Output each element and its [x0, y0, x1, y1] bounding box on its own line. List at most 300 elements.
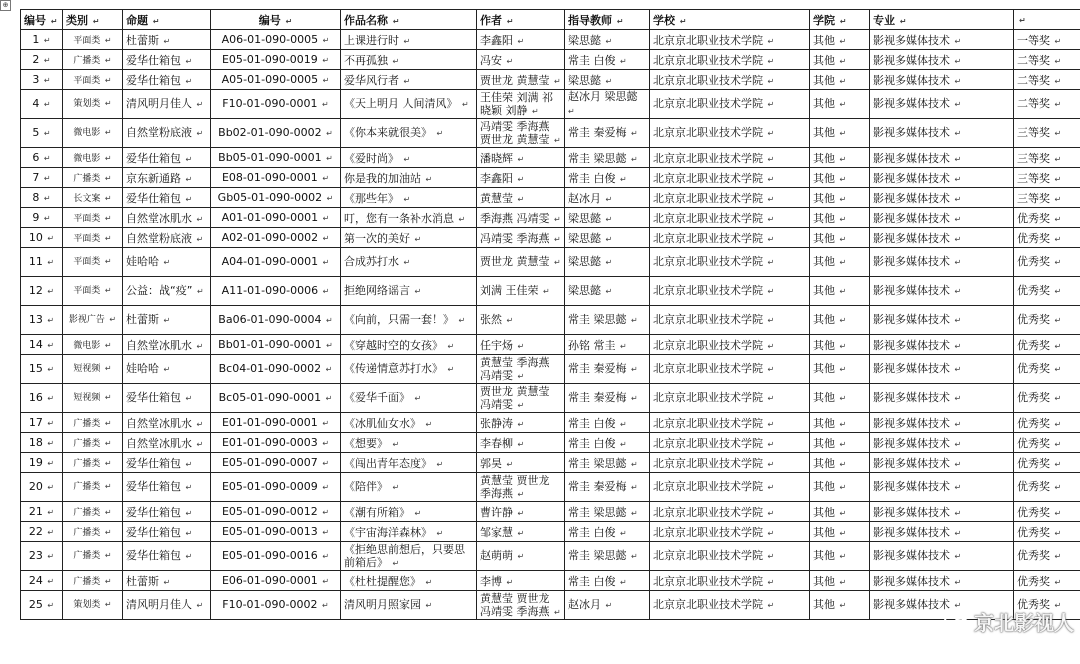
cell-school: 北京京北职业技术学院 ↵ [650, 306, 810, 335]
cell-teacher: 梁思懿 ↵ [565, 228, 650, 248]
cell-code: E01-01-090-0001 ↵ [211, 413, 341, 433]
cell-no: 3 ↵ [21, 70, 63, 90]
table-row [21, 335, 1080, 355]
cell-title: 《传递情意苏打水》 ↵ [341, 355, 477, 384]
cell-major: 影视多媒体技术 ↵ [870, 277, 1014, 306]
cell-college: 其他 ↵ [810, 119, 870, 148]
cell-author: 李春柳 ↵ [477, 433, 565, 453]
cell-topic: 自然堂粉底液 ↵ [123, 228, 211, 248]
cell-author: 李博 ↵ [477, 571, 565, 591]
cell-title: 《天上明月 人间清风》 ↵ [341, 90, 477, 119]
cell-college: 其他 ↵ [810, 473, 870, 502]
cell-college: 其他 ↵ [810, 277, 870, 306]
cell-author: 曹许静 ↵ [477, 502, 565, 522]
cell-author: 刘满 王佳荣 ↵ [477, 277, 565, 306]
cell-code: E05-01-090-0007 ↵ [211, 453, 341, 473]
cell-code: A02-01-090-0002 ↵ [211, 228, 341, 248]
cell-teacher: 常圭 梁思懿 ↵ [565, 148, 650, 168]
table-row [21, 355, 1080, 384]
cell-school: 北京京北职业技术学院 ↵ [650, 277, 810, 306]
cell-title: 《你本来就很美》 ↵ [341, 119, 477, 148]
cell-major: 影视多媒体技术 ↵ [870, 473, 1014, 502]
cell-no: 5 ↵ [21, 119, 63, 148]
cell-code: E05-01-090-0009 ↵ [211, 473, 341, 502]
cell-no: 9 ↵ [21, 208, 63, 228]
cell-college: 其他 ↵ [810, 90, 870, 119]
header-category: 类别 ↵ [63, 10, 123, 30]
cell-teacher: 常圭 梁思懿 ↵ [565, 453, 650, 473]
header-award [1014, 10, 1080, 30]
cell-category: 长文案 ↵ [63, 188, 123, 208]
cell-teacher: 常圭 白俊 ↵ [565, 50, 650, 70]
cell-college: 其他 ↵ [810, 355, 870, 384]
table-body [21, 30, 1080, 620]
cell-topic: 爱华仕箱包 ↵ [123, 502, 211, 522]
cell-category: 平面类 ↵ [63, 228, 123, 248]
cell-award: 二等奖 ↵ [1014, 50, 1080, 70]
cell-category: 策划类 ↵ [63, 591, 123, 620]
cell-college: 其他 ↵ [810, 228, 870, 248]
cell-title: 不再孤独 ↵ [341, 50, 477, 70]
cell-college: 其他 ↵ [810, 542, 870, 571]
table-row [21, 591, 1080, 620]
cell-no: 25 ↵ [21, 591, 63, 620]
cell-teacher: 赵冰月 梁思懿 ↵ [565, 90, 650, 119]
cell-award: 二等奖 ↵ [1014, 70, 1080, 90]
cell-code: E06-01-090-0001 ↵ [211, 571, 341, 591]
table-row [21, 228, 1080, 248]
cell-title: 《闯出青年态度》 ↵ [341, 453, 477, 473]
cell-teacher: 梁思懿 ↵ [565, 30, 650, 50]
cell-major: 影视多媒体技术 ↵ [870, 148, 1014, 168]
cell-code: A04-01-090-0001 ↵ [211, 248, 341, 277]
cell-category: 广播类 ↵ [63, 50, 123, 70]
cell-topic: 爱华仕箱包 ↵ [123, 50, 211, 70]
cell-major: 影视多媒体技术 ↵ [870, 522, 1014, 542]
table-row [21, 208, 1080, 228]
cell-school: 北京京北职业技术学院 ↵ [650, 473, 810, 502]
cell-no: 1 ↵ [21, 30, 63, 50]
cell-award: 优秀奖 ↵ [1014, 502, 1080, 522]
cell-no: 23 ↵ [21, 542, 63, 571]
cell-topic: 杜蕾斯 ↵ [123, 571, 211, 591]
cell-college: 其他 ↵ [810, 208, 870, 228]
cell-college: 其他 ↵ [810, 188, 870, 208]
cell-award: 三等奖 ↵ [1014, 168, 1080, 188]
cell-topic: 杜蕾斯 ↵ [123, 30, 211, 50]
cell-school: 北京京北职业技术学院 ↵ [650, 502, 810, 522]
cell-topic: 京东新通路 ↵ [123, 168, 211, 188]
cell-award: 优秀奖 ↵ [1014, 433, 1080, 453]
cell-major: 影视多媒体技术 ↵ [870, 119, 1014, 148]
cell-major: 影视多媒体技术 ↵ [870, 571, 1014, 591]
cell-teacher: 梁思懿 ↵ [565, 208, 650, 228]
cell-topic: 爱华仕箱包 ↵ [123, 542, 211, 571]
cell-code: E08-01-090-0001 ↵ [211, 168, 341, 188]
cell-code: Bb02-01-090-0002 ↵ [211, 119, 341, 148]
table-row [21, 306, 1080, 335]
table-row [21, 188, 1080, 208]
header-title: 作品名称 ↵ [341, 10, 477, 30]
cell-topic: 自然堂冰肌水 ↵ [123, 208, 211, 228]
cell-author: 张静涛 ↵ [477, 413, 565, 433]
cell-no: 10 ↵ [21, 228, 63, 248]
cell-major: 影视多媒体技术 ↵ [870, 50, 1014, 70]
cell-category: 短视频 ↵ [63, 355, 123, 384]
cell-author: 王佳荣 刘满 祁晓颖 刘静 ↵ [477, 90, 565, 119]
cell-topic: 爱华仕箱包 ↵ [123, 522, 211, 542]
cell-award: 优秀奖 ↵ [1014, 384, 1080, 413]
watermark-text: 京北影视人 [974, 611, 1074, 635]
cell-college: 其他 ↵ [810, 306, 870, 335]
cell-category: 平面类 ↵ [63, 248, 123, 277]
cell-category: 广播类 ↵ [63, 453, 123, 473]
cell-category: 微电影 ↵ [63, 148, 123, 168]
header-no: 编号 ↵ [21, 10, 63, 30]
cell-award: 优秀奖 ↵ [1014, 306, 1080, 335]
cell-topic: 爱华仕箱包 ↵ [123, 453, 211, 473]
cell-teacher: 常圭 秦爱梅 ↵ [565, 119, 650, 148]
cell-major: 影视多媒体技术 ↵ [870, 384, 1014, 413]
cell-title: 《向前，只需一套！》 ↵ [341, 306, 477, 335]
cell-major: 影视多媒体技术 ↵ [870, 453, 1014, 473]
cell-author: 潘晓辉 ↵ [477, 148, 565, 168]
cell-award: 三等奖 ↵ [1014, 119, 1080, 148]
table-row [21, 50, 1080, 70]
cell-code: A05-01-090-0005 ↵ [211, 70, 341, 90]
cell-no: 2 ↵ [21, 50, 63, 70]
cell-no: 14 ↵ [21, 335, 63, 355]
cell-topic: 清风明月佳人 ↵ [123, 591, 211, 620]
cell-author: 贾世龙 黄慧莹 ↵ [477, 70, 565, 90]
cell-major: 影视多媒体技术 ↵ [870, 502, 1014, 522]
cell-college: 其他 ↵ [810, 248, 870, 277]
cell-author: 李鑫阳 ↵ [477, 168, 565, 188]
cell-teacher: 常圭 白俊 ↵ [565, 413, 650, 433]
wechat-icon [944, 613, 970, 631]
cell-author: 黄慧莹 季海燕 冯靖雯 ↵ [477, 355, 565, 384]
cell-category: 微电影 ↵ [63, 119, 123, 148]
cell-author: 赵萌萌 ↵ [477, 542, 565, 571]
cell-no: 22 ↵ [21, 522, 63, 542]
cell-author: 季海燕 冯靖雯 ↵ [477, 208, 565, 228]
cell-college: 其他 ↵ [810, 453, 870, 473]
cell-teacher: 梁思懿 ↵ [565, 70, 650, 90]
cell-award: 三等奖 ↵ [1014, 148, 1080, 168]
cell-college: 其他 ↵ [810, 335, 870, 355]
cell-author: 郭昊 ↵ [477, 453, 565, 473]
cell-college: 其他 ↵ [810, 30, 870, 50]
cell-author: 黄慧莹 贾世龙 季海燕 ↵ [477, 473, 565, 502]
cell-title: 叮，您有一条补水消息 ↵ [341, 208, 477, 228]
cell-author: 张然 ↵ [477, 306, 565, 335]
cell-code: E05-01-090-0013 ↵ [211, 522, 341, 542]
cell-award: 优秀奖 ↵ [1014, 542, 1080, 571]
cell-category: 策划类 ↵ [63, 90, 123, 119]
cell-award: 优秀奖 ↵ [1014, 522, 1080, 542]
cell-school: 北京京北职业技术学院 ↵ [650, 384, 810, 413]
cell-topic: 爱华仕箱包 ↵ [123, 384, 211, 413]
cell-topic: 爱华仕箱包 ↵ [123, 70, 211, 90]
cell-code: F10-01-090-0001 ↵ [211, 90, 341, 119]
cell-title: 《想要》 ↵ [341, 433, 477, 453]
cell-author: 黄慧莹 贾世龙 冯靖雯 季海燕 ↵ [477, 591, 565, 620]
cell-no: 4 ↵ [21, 90, 63, 119]
table-row [21, 502, 1080, 522]
cell-topic: 自然堂冰肌水 ↵ [123, 433, 211, 453]
cell-major: 影视多媒体技术 ↵ [870, 542, 1014, 571]
cell-topic: 自然堂冰肌水 ↵ [123, 413, 211, 433]
cell-school: 北京京北职业技术学院 ↵ [650, 591, 810, 620]
cell-teacher: 常圭 梁思懿 ↵ [565, 502, 650, 522]
cell-title: 《潮有所箱》 ↵ [341, 502, 477, 522]
cell-teacher: 常圭 白俊 ↵ [565, 433, 650, 453]
cell-topic: 爱华仕箱包 ↵ [123, 188, 211, 208]
cell-no: 8 ↵ [21, 188, 63, 208]
header-code: 编号 ↵ [211, 10, 341, 30]
cell-category: 平面类 ↵ [63, 277, 123, 306]
cell-college: 其他 ↵ [810, 413, 870, 433]
cell-category: 广播类 ↵ [63, 571, 123, 591]
cell-title: 《爱华千面》 ↵ [341, 384, 477, 413]
cell-no: 15 ↵ [21, 355, 63, 384]
cell-title: 《宇宙海洋森林》 ↵ [341, 522, 477, 542]
cell-code: Bb01-01-090-0001 ↵ [211, 335, 341, 355]
cell-topic: 清风明月佳人 ↵ [123, 90, 211, 119]
cell-school: 北京京北职业技术学院 ↵ [650, 228, 810, 248]
cell-no: 24 ↵ [21, 571, 63, 591]
cell-category: 影视广告 ↵ [63, 306, 123, 335]
cell-code: Bc04-01-090-0002 ↵ [211, 355, 341, 384]
cell-award: 优秀奖 ↵ [1014, 473, 1080, 502]
watermark [944, 607, 1074, 636]
cell-code: E05-01-090-0012 ↵ [211, 502, 341, 522]
cell-author: 冯安 ↵ [477, 50, 565, 70]
table-row [21, 168, 1080, 188]
cell-teacher: 孙铭 常圭 ↵ [565, 335, 650, 355]
cell-title: 合成苏打水 ↵ [341, 248, 477, 277]
cell-category: 广播类 ↵ [63, 433, 123, 453]
cell-school: 北京京北职业技术学院 ↵ [650, 188, 810, 208]
cell-title: 《穿越时空的女孩》 ↵ [341, 335, 477, 355]
cell-teacher: 常圭 秦爱梅 ↵ [565, 473, 650, 502]
cell-teacher: 赵冰月 ↵ [565, 591, 650, 620]
cell-author: 邹家慧 ↵ [477, 522, 565, 542]
cell-school: 北京京北职业技术学院 ↵ [650, 433, 810, 453]
cell-school: 北京京北职业技术学院 ↵ [650, 453, 810, 473]
cell-no: 7 ↵ [21, 168, 63, 188]
table-row [21, 248, 1080, 277]
cell-major: 影视多媒体技术 ↵ [870, 228, 1014, 248]
cell-award: 优秀奖 ↵ [1014, 413, 1080, 433]
cell-code: Bc05-01-090-0001 ↵ [211, 384, 341, 413]
cell-teacher: 常圭 白俊 ↵ [565, 168, 650, 188]
cell-school: 北京京北职业技术学院 ↵ [650, 335, 810, 355]
cell-college: 其他 ↵ [810, 70, 870, 90]
header-school: 学校 ↵ [650, 10, 810, 30]
cell-code: F10-01-090-0002 ↵ [211, 591, 341, 620]
cell-major: 影视多媒体技术 ↵ [870, 30, 1014, 50]
cell-major: 影视多媒体技术 ↵ [870, 70, 1014, 90]
cell-topic: 娃哈哈 ↵ [123, 248, 211, 277]
cell-title: 《拒绝思前想后，只要思前箱后》 ↵ [341, 542, 477, 571]
table-row [21, 70, 1080, 90]
cell-school: 北京京北职业技术学院 ↵ [650, 208, 810, 228]
cell-school: 北京京北职业技术学院 ↵ [650, 119, 810, 148]
cell-award: 优秀奖 ↵ [1014, 453, 1080, 473]
cell-no: 16 ↵ [21, 384, 63, 413]
cell-category: 平面类 ↵ [63, 30, 123, 50]
header-major: 专业 ↵ [870, 10, 1014, 30]
cell-award: 三等奖 ↵ [1014, 188, 1080, 208]
cell-award: 一等奖 ↵ [1014, 30, 1080, 50]
cell-author: 任宇炀 ↵ [477, 335, 565, 355]
cell-code: E01-01-090-0003 ↵ [211, 433, 341, 453]
cell-category: 广播类 ↵ [63, 473, 123, 502]
cell-topic: 杜蕾斯 ↵ [123, 306, 211, 335]
cell-college: 其他 ↵ [810, 522, 870, 542]
cell-college: 其他 ↵ [810, 591, 870, 620]
cell-topic: 自然堂粉底液 ↵ [123, 119, 211, 148]
cell-category: 广播类 ↵ [63, 502, 123, 522]
cell-author: 贾世龙 黄慧莹 ↵ [477, 248, 565, 277]
cell-major: 影视多媒体技术 ↵ [870, 355, 1014, 384]
cell-title: 你是我的加油站 ↵ [341, 168, 477, 188]
cell-no: 19 ↵ [21, 453, 63, 473]
cell-major: 影视多媒体技术 ↵ [870, 306, 1014, 335]
cell-title: 《爱时尚》 ↵ [341, 148, 477, 168]
cell-topic: 爱华仕箱包 ↵ [123, 473, 211, 502]
cell-topic: 娃哈哈 ↵ [123, 355, 211, 384]
cell-teacher: 常圭 秦爱梅 ↵ [565, 384, 650, 413]
cell-category: 平面类 ↵ [63, 208, 123, 228]
cell-topic: 爱华仕箱包 ↵ [123, 148, 211, 168]
cell-title: 第一次的美好 ↵ [341, 228, 477, 248]
cell-title: 《陪伴》 ↵ [341, 473, 477, 502]
cell-title: 《那些年》 ↵ [341, 188, 477, 208]
cell-award: 优秀奖 ↵ [1014, 277, 1080, 306]
cell-topic: 自然堂冰肌水 ↵ [123, 335, 211, 355]
table-row [21, 571, 1080, 591]
cell-college: 其他 ↵ [810, 502, 870, 522]
cell-code: A06-01-090-0005 ↵ [211, 30, 341, 50]
cell-college: 其他 ↵ [810, 168, 870, 188]
table-row [21, 384, 1080, 413]
cell-title: 拒绝网络谣言 ↵ [341, 277, 477, 306]
cell-major: 影视多媒体技术 ↵ [870, 591, 1014, 620]
cell-category: 微电影 ↵ [63, 335, 123, 355]
cell-award: 优秀奖 ↵ [1014, 208, 1080, 228]
table-row [21, 433, 1080, 453]
cell-no: 13 ↵ [21, 306, 63, 335]
cell-school: 北京京北职业技术学院 ↵ [650, 50, 810, 70]
cell-title: 《杜杜提醒您》 ↵ [341, 571, 477, 591]
cell-major: 影视多媒体技术 ↵ [870, 248, 1014, 277]
cell-no: 21 ↵ [21, 502, 63, 522]
cell-award: 二等奖 ↵ [1014, 90, 1080, 119]
cell-college: 其他 ↵ [810, 148, 870, 168]
cell-no: 12 ↵ [21, 277, 63, 306]
table-row [21, 453, 1080, 473]
table-row [21, 148, 1080, 168]
cell-category: 广播类 ↵ [63, 542, 123, 571]
cell-category: 平面类 ↵ [63, 70, 123, 90]
cell-no: 18 ↵ [21, 433, 63, 453]
cell-award: 优秀奖 ↵ [1014, 571, 1080, 591]
cell-award: 优秀奖 ↵ [1014, 355, 1080, 384]
cell-school: 北京京北职业技术学院 ↵ [650, 30, 810, 50]
header-topic: 命题 ↵ [123, 10, 211, 30]
cell-title: 《冰肌仙女水》 ↵ [341, 413, 477, 433]
cell-award: 优秀奖 ↵ [1014, 591, 1080, 620]
cell-school: 北京京北职业技术学院 ↵ [650, 148, 810, 168]
cell-school: 北京京北职业技术学院 ↵ [650, 522, 810, 542]
cell-school: 北京京北职业技术学院 ↵ [650, 248, 810, 277]
cell-title: 清风明月照家园 ↵ [341, 591, 477, 620]
cell-code: Ba06-01-090-0004 ↵ [211, 306, 341, 335]
cell-major: 影视多媒体技术 ↵ [870, 188, 1014, 208]
table-row [21, 522, 1080, 542]
cell-code: E05-01-090-0016 ↵ [211, 542, 341, 571]
cell-code: A01-01-090-0001 ↵ [211, 208, 341, 228]
table-row [21, 30, 1080, 50]
cell-category: 短视频 ↵ [63, 384, 123, 413]
cell-major: 影视多媒体技术 ↵ [870, 90, 1014, 119]
cell-title: 爱华风行者 ↵ [341, 70, 477, 90]
cell-no: 17 ↵ [21, 413, 63, 433]
cell-award: 优秀奖 ↵ [1014, 248, 1080, 277]
cell-school: 北京京北职业技术学院 ↵ [650, 355, 810, 384]
cell-major: 影视多媒体技术 ↵ [870, 208, 1014, 228]
cell-college: 其他 ↵ [810, 433, 870, 453]
cell-college: 其他 ↵ [810, 50, 870, 70]
cell-no: 6 ↵ [21, 148, 63, 168]
header-teacher: 指导教师 ↵ [565, 10, 650, 30]
cell-teacher: 赵冰月 ↵ [565, 188, 650, 208]
cell-college: 其他 ↵ [810, 571, 870, 591]
cell-major: 影视多媒体技术 ↵ [870, 335, 1014, 355]
cell-author: 贾世龙 黄慧莹 冯靖雯 ↵ [477, 384, 565, 413]
cell-school: 北京京北职业技术学院 ↵ [650, 571, 810, 591]
table-row [21, 119, 1080, 148]
cell-author: 黄慧莹 ↵ [477, 188, 565, 208]
awards-table [20, 9, 1080, 620]
cell-author: 李鑫阳 ↵ [477, 30, 565, 50]
cell-teacher: 常圭 白俊 ↵ [565, 571, 650, 591]
cell-topic: 公益：战“疫” ↵ [123, 277, 211, 306]
cell-award: 优秀奖 ↵ [1014, 228, 1080, 248]
cell-teacher: 常圭 梁思懿 ↵ [565, 306, 650, 335]
cell-category: 广播类 ↵ [63, 522, 123, 542]
header-author: 作者 ↵ [477, 10, 565, 30]
cell-teacher: 梁思懿 ↵ [565, 248, 650, 277]
cell-major: 影视多媒体技术 ↵ [870, 413, 1014, 433]
cell-school: 北京京北职业技术学院 ↵ [650, 70, 810, 90]
cell-code: E05-01-090-0019 ↵ [211, 50, 341, 70]
cell-teacher: 常圭 白俊 ↵ [565, 522, 650, 542]
cell-award: 优秀奖 ↵ [1014, 335, 1080, 355]
cell-title: 上课进行时 ↵ [341, 30, 477, 50]
cell-major: 影视多媒体技术 ↵ [870, 433, 1014, 453]
cell-major: 影视多媒体技术 ↵ [870, 168, 1014, 188]
cell-teacher: 常圭 梁思懿 ↵ [565, 542, 650, 571]
cell-no: 11 ↵ [21, 248, 63, 277]
table-row [21, 473, 1080, 502]
table-row [21, 277, 1080, 306]
cell-college: 其他 ↵ [810, 384, 870, 413]
table-row [21, 413, 1080, 433]
move-handle-icon[interactable]: ⊕ [0, 0, 11, 11]
